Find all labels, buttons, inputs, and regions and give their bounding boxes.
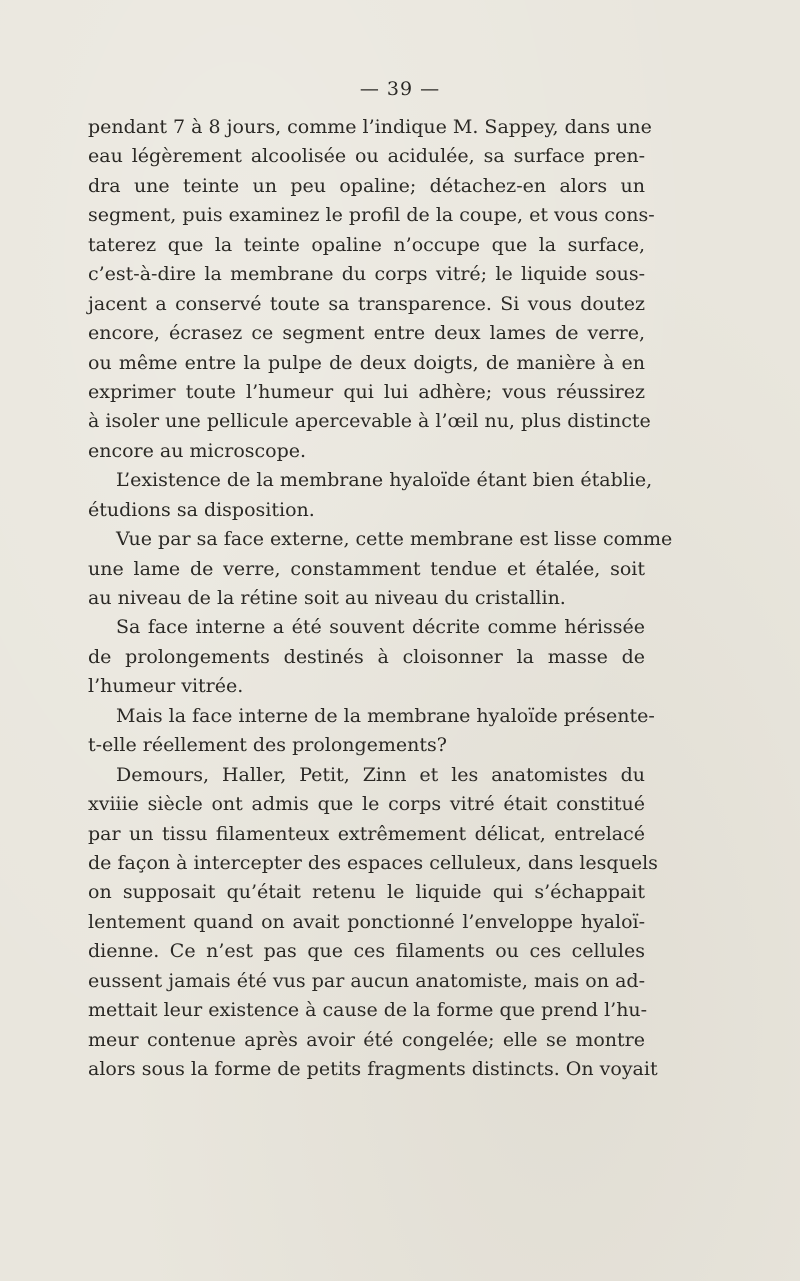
text-line: c’est-à-dire la membrane du corps vitré; le liquide sous- [88,263,645,286]
text-line: xviiie siècle ont admis que le corps vitré était constitué [88,793,645,816]
text-line: Vue par sa face externe, cette membrane est lisse comme [116,528,673,551]
text-line: par un tissu filamenteux extrêmement délicat, entrelacé [88,822,645,845]
text-line: t-elle réellement des prolongements? [88,734,447,757]
text-line: mettait leur existence à cause de la forme que prend l’hu- [88,999,648,1022]
text-line: alors sous la forme de petits fragments distincts. On voyait [88,1058,658,1080]
paragraph [88,613,645,701]
text-line: une lame de verre, constamment tendue et étalée, soit [88,557,645,580]
text-line: segment, puis examinez le profil de la coupe, et vous cons- [88,204,655,227]
paragraph [88,113,655,466]
text-line: de façon à intercepter des espaces celluleux, dans lesquels [88,851,658,874]
text-line: à isoler une pellicule apercevable à l’œil nu, plus distincte [88,410,651,433]
text-line: Sa face interne a été souvent décrite comme hérissée [116,616,645,639]
text-line: encore, écrasez ce segment entre deux lames de verre, [88,322,645,345]
text-line: lentement quand on avait ponctionné l’enveloppe hyaloï- [88,910,645,933]
text-line: jacent a conservé toute sa transparence. Si vous doutez [88,292,645,315]
text-line: eau légèrement alcoolisée ou acidulée, sa surface pren- [88,145,645,168]
paragraph [88,466,653,525]
text-line: encore au microscope. [88,439,307,462]
page-number: — 39 — [359,78,441,100]
text-line: meur contenue après avoir été congelée; elle se montre [88,1028,645,1051]
text-line: pendant 7 à 8 jours, comme l’indique M. Sappey, dans une [88,116,652,138]
text-line: taterez que la teinte opaline n’occupe que la surface, [88,233,645,256]
text-line: Demours, Haller, Petit, Zinn et les anatomistes du [116,763,645,786]
paragraph [88,702,655,761]
text-line: dra une teinte un peu opaline; détachez-en alors un [88,174,645,197]
paragraph [88,761,658,1085]
text-line: au niveau de la rétine soit au niveau du cristallin. [88,587,566,609]
text-block [88,113,673,1084]
text-line: Mais la face interne de la membrane hyaloïde présente- [116,704,655,727]
text-line: ou même entre la pulpe de deux doigts, de manière à en [88,351,645,374]
text-line: étudions sa disposition. [88,498,315,521]
text-line: de prolongements destinés à cloisonner la masse de [88,645,645,668]
text-line: eussent jamais été vus par aucun anatomiste, mais on ad- [88,969,645,992]
text-line: L’existence de la membrane hyaloïde étant bien établie, [116,469,653,492]
text-line: l’humeur vitrée. [88,675,244,698]
paragraph [88,525,673,613]
text-line: dienne. Ce n’est pas que ces filaments ou ces cellules [88,940,645,963]
text-line: exprimer toute l’humeur qui lui adhère; vous réussirez [88,380,645,403]
text-line: on supposait qu’était retenu le liquide qui s’échappait [88,881,645,904]
